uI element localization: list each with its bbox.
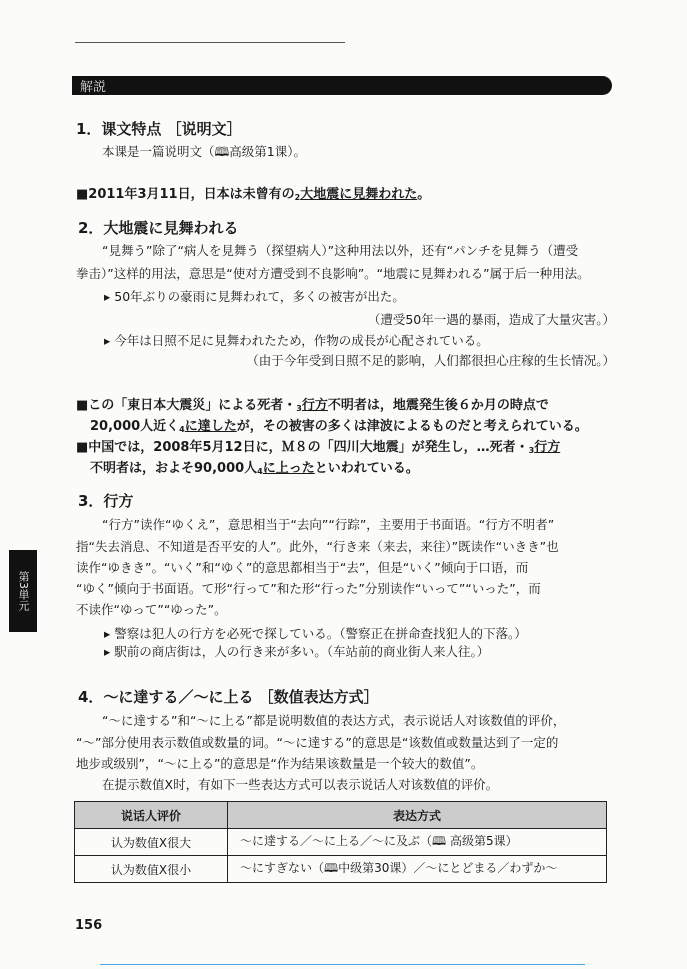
page-number: 156 — [75, 918, 103, 933]
section-4-body: 在提示数值X时，有如下一些表达方式可以表示说话人对该数值的评价。 — [102, 777, 499, 792]
section-2-title: 2．大地震に見舞われる — [78, 219, 239, 237]
section-3-title: 3．行方 — [78, 492, 134, 510]
section-2-body: 拳击）”这样的用法，意思是“使对方遭受到不良影响”。“地震に見舞われる”属于后一种用法。 — [76, 266, 590, 281]
section-header-bar — [72, 76, 612, 95]
section-3-body: 不读作“ゆって”“ゆった”。 — [76, 602, 227, 617]
table-cell: 认为数值X很小 — [75, 856, 228, 883]
example-sentence-2: ■この「東日本大震災」による死者・$_3$行方不明者は，地震発生後６か月の時点で — [76, 398, 549, 413]
section-4-body: 地步或级别”，“～に上る”的意思是“作为结果该数量是一个较大的数值”。 — [76, 756, 484, 771]
header-title: 解説 — [80, 80, 107, 95]
translation: （由于今年受到日照不足的影响，人们都很担心庄稼的生长情况。） — [246, 353, 615, 368]
example-sentence-3: ■中国では，2008年5月12日に，Ｍ８の「四川大地震」が発生し，…死者・$_3$行方 — [76, 440, 561, 455]
section-3-body: 指“失去消息、不知道是否平安的人”。此外，“行き来（来去，来往）”既读作“いきき”也 — [76, 539, 559, 554]
expression-table — [74, 801, 607, 883]
example-sentence-2-cont: 20,000人近く$_4$に達したが，その被害の多くは津波によるものだと考えられている。 — [90, 419, 588, 434]
table-row — [75, 829, 607, 856]
table-row — [75, 856, 607, 883]
example: ▸ 警察は犯人の行方を必死で探している。（警察正在拼命查找犯人的下落。） — [104, 626, 527, 641]
example: ▸ 今年は日照不足に見舞われたため，作物の成長が心配されている。 — [104, 333, 489, 348]
table-header: 说话人评价 — [75, 802, 228, 829]
example-sentence-3-cont: 不明者は，およそ90,000人$_4$に上ったといわれている。 — [90, 461, 419, 476]
section-4-body: “～に達する”和“～に上る”都是说明数值的表达方式，表示说话人对该数值的评价， — [102, 713, 566, 728]
section-2-body: “見舞う”除了“病人を見舞う（探望病人）”这种用法以外，还有“パンチを見舞う（遭受 — [102, 243, 579, 258]
table-cell: 认为数值X很大 — [75, 829, 228, 856]
table-cell: ～に達する／～に上る／～に及ぶ（🕮 高级第5课） — [228, 829, 607, 856]
section-4-body: “～”部分使用表示数值或数量的词。“～に達する”的意思是“该数值或数量达到了一定的 — [76, 735, 559, 750]
example-sentence-1: ■2011年3月11日，日本は未曾有の$_2$大地震に見舞われた。 — [76, 187, 431, 202]
section-3-body: 读作“ゆきき”。“いく”和“ゆく”的意思都相当于“去”，但是“いく”倾向于口语，而 — [76, 560, 529, 575]
section-3-body: “ゆく”倾向于书面语。て形“行って”和た形“行った”分别读作“いって”“いった”，而 — [76, 581, 541, 596]
example: ▸ 50年ぶりの豪雨に見舞われて，多くの被害が出た。 — [104, 289, 405, 304]
translation: （遭受50年一遇的暴雨，造成了大量灾害。） — [367, 312, 615, 327]
section-3-body: “行方”读作“ゆくえ”，意思相当于“去向”“行踪”，主要用于书面语。“行方不明者” — [102, 517, 555, 532]
table-cell: ～にすぎない（🕮中级第30课）／～にとどまる／わずか～ — [228, 856, 607, 883]
table-header: 表达方式 — [228, 802, 607, 829]
unit-side-tab: 第3単元 — [9, 550, 37, 632]
section-4-title: 4．～に達する／～に上る ［数值表达方式］ — [78, 688, 379, 706]
bottom-rule — [100, 964, 585, 965]
top-rule — [75, 42, 345, 43]
section-1-title: 1．课文特点 ［说明文］ — [76, 120, 242, 138]
section-1-body: 本课是一篇说明文（🕮高级第1课）。 — [102, 144, 306, 159]
example: ▸ 駅前の商店街は，人の行き来が多い。（车站前的商业街人来人往。） — [104, 644, 490, 659]
